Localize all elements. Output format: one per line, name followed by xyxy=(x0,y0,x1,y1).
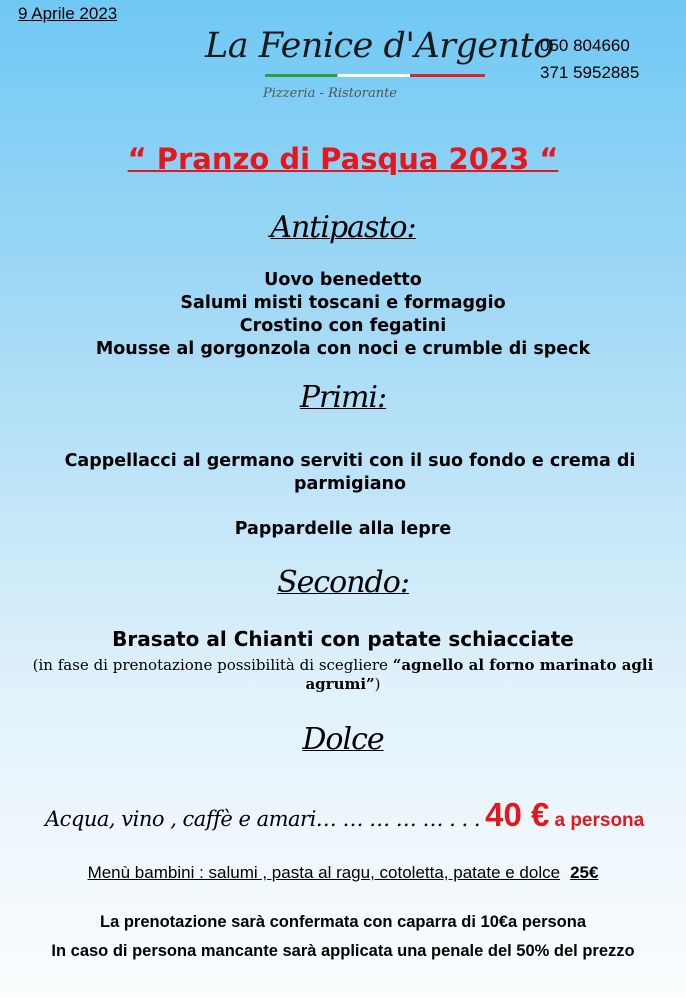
booking-deposit-note: La prenotazione sarà confermata con caparra di 10€a persona xyxy=(99,913,587,931)
menu-date: 9 Aprile 2023 xyxy=(18,4,118,23)
menu-item: Cappellacci al germano serviti con il suo fondo e crema di parmigiano xyxy=(64,451,636,494)
kids-menu-price: 25€ xyxy=(570,863,599,882)
menu-item-main: Brasato al Chianti con patate schiacciate xyxy=(112,627,574,651)
italian-flag-stripe xyxy=(265,74,485,77)
kids-menu xyxy=(0,863,686,883)
menu-item: Uovo benedetto xyxy=(264,270,422,290)
menu-item: Salumi misti toscani e formaggio xyxy=(180,293,506,313)
note-alternative: “agnello al forno marinato agli agrumi” xyxy=(305,656,654,693)
menu-item: Pappardelle alla lepre xyxy=(234,519,452,539)
logo-name: La Fenice d'Argento xyxy=(205,26,554,66)
menu-price: 40 € xyxy=(485,796,550,833)
menu-item: Crostino con fegatini xyxy=(239,316,447,336)
note-suffix: ) xyxy=(374,675,381,693)
section-heading-secondo: Secondo: xyxy=(277,565,409,600)
price-line xyxy=(45,796,685,834)
secondo-note xyxy=(0,656,686,694)
section-heading-antipasto: Antipasto: xyxy=(270,210,416,245)
drinks-included: Acqua, vino , caffè e amari… … … … … . . . xyxy=(45,807,481,831)
no-show-penalty-note: In caso di persona mancante sarà applicata una penale del 50% del prezzo xyxy=(51,942,635,960)
kids-menu-text: Menù bambini : salumi , pasta al ragu, cotoletta, patate e dolce xyxy=(87,863,561,882)
restaurant-logo xyxy=(205,26,554,106)
phone-number: 371 5952885 xyxy=(540,63,640,82)
note-prefix: (in fase di prenotazione possibilità di scegliere xyxy=(32,656,388,674)
section-heading-dolce: Dolce xyxy=(302,722,384,757)
menu-title: “ Pranzo di Pasqua 2023 “ xyxy=(127,142,559,176)
menu-item: Mousse al gorgonzola con noci e crumble di speck xyxy=(95,339,591,359)
logo-subtitle: Pizzeria - Ristorante xyxy=(263,86,397,101)
price-per-person: a persona xyxy=(554,810,645,831)
section-heading-primi: Primi: xyxy=(299,380,387,415)
phone-number: 050 804660 xyxy=(540,36,630,55)
phone-numbers xyxy=(530,32,680,86)
